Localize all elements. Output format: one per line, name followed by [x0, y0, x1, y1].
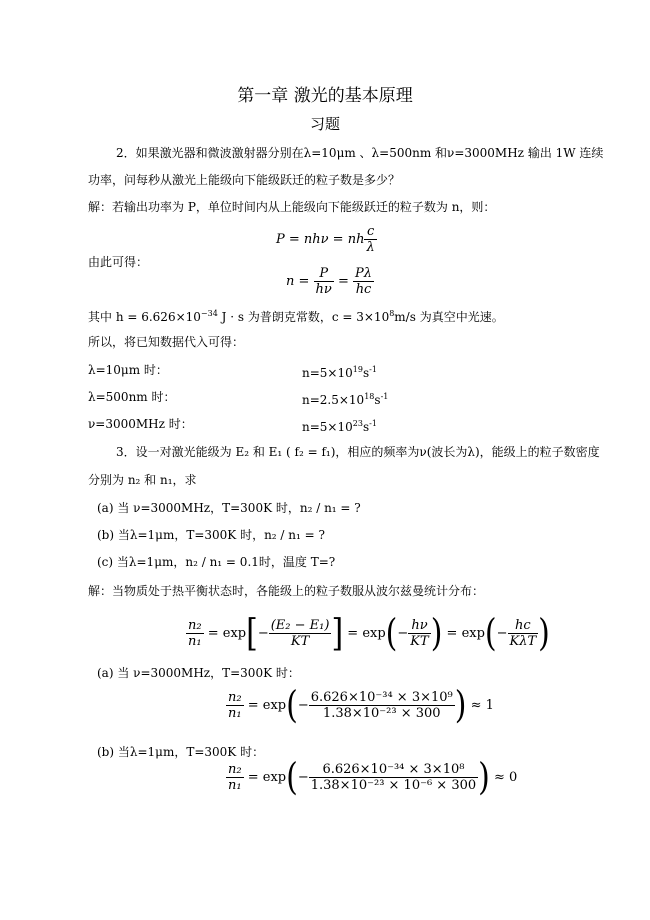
constants-exp1: −34 — [200, 309, 218, 318]
eq2-denominator-2: hc — [355, 282, 372, 297]
problem3-part-c: (c) 当λ=1μm，n₂ / n₁ = 0.1时，温度 T=? — [97, 555, 336, 569]
problem2-line2: 功率，问每秒从激光上能级向下能级跃迁的粒子数是多少？ — [88, 173, 401, 187]
constants-mid: J · s 为普朗克常数，c = 3×10 — [217, 310, 390, 324]
bracket-open: [ — [246, 611, 258, 655]
equation-part-b: $\frac{\text{n₂}}{\text{n₁}}$ = exp ( − $\frac{\text{6.626×10⁻³⁴ × 3×10⁸}}{\text{1.38×10⁻²³ × 10⁻⁶ × 300}}$ ) ≈ 0 — [228, 755, 518, 799]
eq1-numerator: c — [364, 224, 376, 240]
constants-exp2: 8 — [389, 309, 395, 318]
result-row — [88, 389, 488, 405]
boltz-exp-3: = exp — [446, 626, 485, 641]
result-value: $n=2.5\times 10^{18}s^{-1}$ — [302, 392, 389, 407]
boltz-lhs-fraction: $\frac{\text{n₂}}{\text{n₁}}$ — [188, 618, 202, 649]
boltz-fraction-1: $\frac{\text{(E₂ − E₁)}}{KT}$ — [270, 618, 330, 649]
bracket-close: ] — [331, 611, 344, 655]
eq2-fraction-1 — [314, 266, 334, 297]
eq2-denominator-1: hν — [315, 282, 332, 297]
part-b-fraction: $\frac{\text{6.626×10⁻³⁴ × 3×10⁸}}{\text{1.38×10⁻²³ × 10⁻⁶ × 300}}$ — [310, 762, 477, 793]
substitute-label: 所以，将已知数据代入可得： — [88, 335, 245, 349]
problem3-solution-intro: 解：当物质处于热平衡状态时，各能级上的粒子数服从波尔兹曼统计分布： — [88, 584, 485, 598]
equation-part-a: $\frac{\text{n₂}}{\text{n₁}}$ = exp ( − $\frac{\text{6.626×10⁻³⁴ × 3×10⁹}}{\text{1.38×10⁻²³ × 300}}$ ) ≈ 1 — [228, 683, 494, 727]
problem3-line1: 3．设一对激光能级为 E₂ 和 E₁ ( f₂ = f₁)，相应的频率为ν(波长为λ)，能级上的粒子数密度 — [116, 445, 600, 459]
eq2-lhs: n = — [286, 274, 310, 289]
boltz-exp-2: = exp — [347, 626, 386, 641]
eq1-lhs: P = nhν = nh — [276, 232, 365, 247]
problem3-part-a: (a) 当 ν=3000MHz，T=300K 时，n₂ / n₁ = ? — [97, 501, 361, 515]
eq2-numerator-2: Pλ — [355, 266, 373, 281]
equation-boltzmann: $\frac{\text{n₂}}{\text{n₁}}$ = exp [ − $\frac{\text{(E₂ − E₁)}}{KT}$ ] = exp ( − $\frac{h\nu}{KT}$ ) = exp ( − $\frac{hc}{\text{KλT}}$ ) — [188, 611, 550, 655]
eq2-fraction-2 — [353, 266, 374, 297]
result-value: $n=5\times 10^{23}s^{-1}$ — [302, 419, 377, 434]
constants-pre: 其中 h = 6.626×10 — [88, 310, 201, 324]
equation-power — [276, 224, 377, 255]
constants-post: m/s 为真空中光速。 — [394, 310, 504, 324]
problem2-line1: 2．如果激光器和微波激射器分别在λ=10μm 、λ=500nm 和ν=3000MHz 输出 1W 连续 — [116, 146, 604, 160]
equation-n — [286, 266, 374, 297]
result-row — [88, 362, 488, 378]
part-a-result: ≈ 1 — [470, 698, 494, 713]
part-b-label: (b) 当λ=1μm，T=300K 时： — [97, 745, 265, 759]
result-condition: λ=500nm 时： — [88, 390, 176, 404]
eq2-equals: = — [337, 274, 349, 289]
result-condition: λ=10μm 时： — [88, 363, 168, 377]
chapter-title: 第一章 激光的基本原理 — [237, 86, 413, 106]
problem3-part-b: (b) 当λ=1μm，T=300K 时，n₂ / n₁ = ? — [97, 528, 325, 542]
part-b-result: ≈ 0 — [494, 770, 518, 785]
eq2-numerator-1: P — [314, 266, 334, 282]
result-row — [88, 416, 488, 432]
result-value: $n=5\times 10^{19}s^{-1}$ — [302, 365, 377, 380]
boltz-exp-1: = exp — [207, 626, 247, 641]
problem2-solution-intro: 解：若输出功率为 P，单位时间内从上能级向下能级跃迁的粒子数为 n，则： — [88, 200, 496, 214]
eq1-fraction — [364, 224, 376, 255]
problem3-line2: 分别为 n₂ 和 n₁，求 — [88, 473, 197, 487]
boltz-fraction-3: $\frac{hc}{\text{KλT}}$ — [509, 618, 537, 649]
part-a-label: (a) 当 ν=3000MHz，T=300K 时： — [97, 666, 300, 680]
section-title: 习题 — [309, 115, 340, 133]
constants-line — [88, 306, 504, 325]
result-condition: ν=3000MHz 时： — [88, 417, 193, 431]
part-a-fraction: $\frac{\text{6.626×10⁻³⁴ × 3×10⁹}}{\text{1.38×10⁻²³ × 300}}$ — [310, 690, 453, 721]
eq1-denominator: λ — [366, 240, 375, 255]
boltz-fraction-2: $\frac{h\nu}{KT}$ — [410, 618, 429, 649]
derive-label: 由此可得： — [88, 255, 149, 269]
